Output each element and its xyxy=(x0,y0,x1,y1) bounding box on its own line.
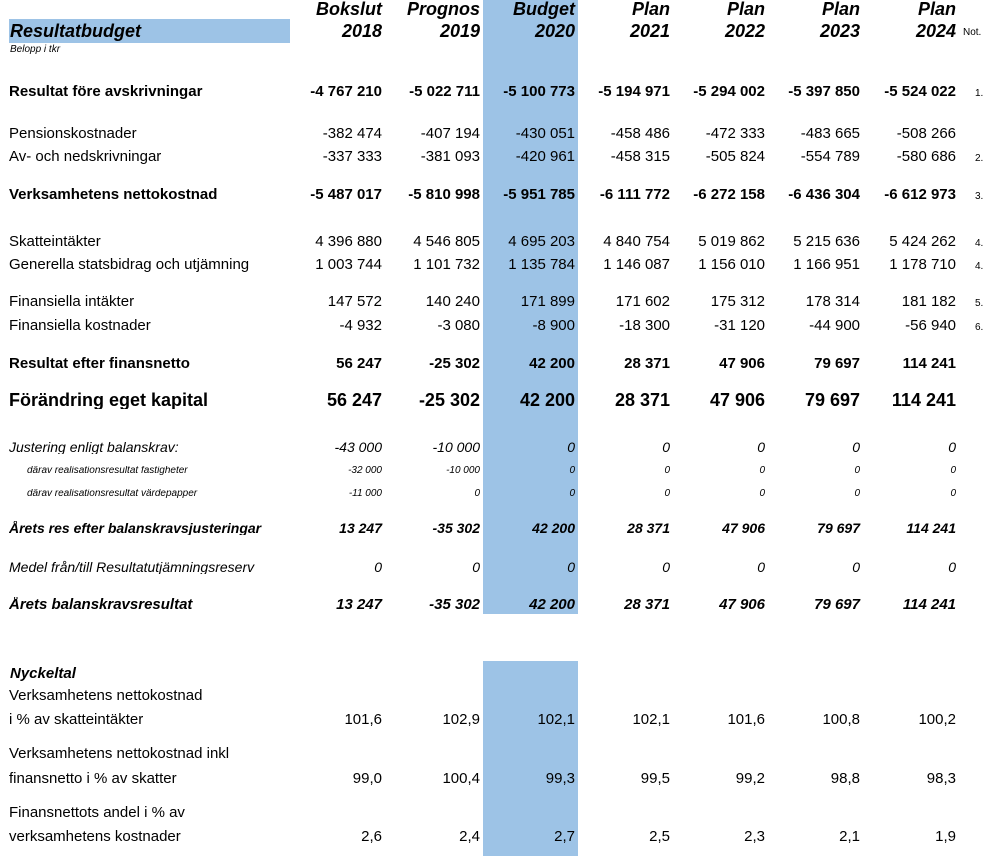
row-value: -3 080 xyxy=(437,317,480,334)
row-value: 0 xyxy=(569,465,575,476)
row-value: 1 101 732 xyxy=(413,256,480,273)
key-figure-value: 98,3 xyxy=(926,770,956,787)
key-figure-value: 99,3 xyxy=(545,770,575,787)
row-label: därav realisationsresultat fastigheter xyxy=(27,466,188,476)
row-value: -10 000 xyxy=(432,439,480,455)
row-value: 181 182 xyxy=(901,293,956,310)
row-value: -5 810 998 xyxy=(408,186,480,203)
row-value: -5 524 022 xyxy=(884,83,956,100)
row-value: 0 xyxy=(948,559,956,575)
row-label: Av- och nedskrivningar xyxy=(9,149,162,164)
key-figure-value: 101,6 xyxy=(344,711,382,728)
row-value: -337 333 xyxy=(322,148,382,165)
row-label: Pensionskostnader xyxy=(9,126,137,141)
row-value: 0 xyxy=(757,559,765,575)
row-note: 1. xyxy=(975,88,984,99)
row-value: -31 120 xyxy=(714,317,765,334)
row-value: 79 697 xyxy=(814,596,860,613)
row-value: 28 371 xyxy=(624,596,670,613)
row-value: 13 247 xyxy=(336,596,382,613)
row-value: 0 xyxy=(662,559,670,575)
row-value: 1 146 087 xyxy=(603,256,670,273)
row-value: 47 906 xyxy=(722,520,765,536)
row-label: Justering enligt balanskrav: xyxy=(9,440,179,454)
row-value: -6 111 772 xyxy=(599,186,670,203)
row-value: -32 000 xyxy=(348,465,382,476)
column-header-year: 2019 xyxy=(439,21,480,41)
row-value: 56 247 xyxy=(336,355,382,372)
row-label: Verksamhetens nettokostnad xyxy=(9,187,218,202)
row-value: 0 xyxy=(374,559,382,575)
row-value: 5 019 862 xyxy=(698,233,765,250)
row-value: -458 486 xyxy=(610,125,670,142)
row-value: 0 xyxy=(472,559,480,575)
row-value: 4 396 880 xyxy=(315,233,382,250)
row-value: -35 302 xyxy=(429,596,480,613)
note-column-header: Not. xyxy=(963,27,982,38)
row-label: Resultat efter finansnetto xyxy=(9,356,190,371)
row-value: -5 397 850 xyxy=(788,83,860,100)
row-value: 4 695 203 xyxy=(508,233,575,250)
row-value: 5 215 636 xyxy=(793,233,860,250)
key-figure-value: 2,4 xyxy=(459,828,480,845)
row-value: -508 266 xyxy=(896,125,956,142)
column-header-label: Plan xyxy=(821,0,860,19)
column-header-year: 2021 xyxy=(629,21,670,41)
row-value: -483 665 xyxy=(800,125,860,142)
row-value: -5 951 785 xyxy=(503,186,575,203)
row-value: 0 xyxy=(854,465,860,476)
row-value: -381 093 xyxy=(420,148,480,165)
key-figure-value: 102,1 xyxy=(537,711,575,728)
row-value: 1 135 784 xyxy=(508,256,575,273)
row-value: -43 000 xyxy=(334,439,382,455)
row-value: 0 xyxy=(950,488,956,499)
row-value: -5 022 711 xyxy=(409,83,480,100)
row-value: -505 824 xyxy=(705,148,765,165)
key-figure-value: 2,3 xyxy=(744,828,765,845)
row-value: 114 241 xyxy=(902,355,956,372)
key-figures-heading: Nyckeltal xyxy=(10,665,76,682)
row-value: 47 906 xyxy=(719,596,765,613)
key-figure-value: 101,6 xyxy=(727,711,765,728)
row-value: 0 xyxy=(664,488,670,499)
row-value: 79 697 xyxy=(814,355,860,372)
row-value: -407 194 xyxy=(420,125,480,142)
key-figure-label-line2: i % av skatteintäkter xyxy=(9,711,144,728)
column-header-label: Plan xyxy=(726,0,765,19)
row-value: 1 003 744 xyxy=(315,256,382,273)
row-value: 1 166 951 xyxy=(793,256,860,273)
row-note: 4. xyxy=(975,261,984,272)
row-value: 175 312 xyxy=(710,293,765,310)
row-value: 0 xyxy=(854,488,860,499)
row-value: -6 436 304 xyxy=(788,186,860,203)
row-value: -25 302 xyxy=(429,355,480,372)
column-header-label: Bokslut xyxy=(315,0,382,19)
row-label: Årets balanskravsresultat xyxy=(9,597,193,612)
row-value: 28 371 xyxy=(614,390,670,410)
row-value: 0 xyxy=(759,465,765,476)
row-value: 171 899 xyxy=(520,293,575,310)
row-value: 0 xyxy=(852,439,860,455)
row-value: 0 xyxy=(948,439,956,455)
row-value: 0 xyxy=(567,439,575,455)
column-header-label: Prognos xyxy=(406,0,480,19)
row-value: -472 333 xyxy=(705,125,765,142)
row-value: 1 178 710 xyxy=(889,256,956,273)
column-header-year: 2022 xyxy=(724,21,765,41)
row-note: 5. xyxy=(975,298,984,309)
column-header-year: 2020 xyxy=(534,21,575,41)
row-note: 4. xyxy=(975,238,984,249)
row-value: -5 294 002 xyxy=(693,83,765,100)
key-figure-value: 99,0 xyxy=(352,770,382,787)
key-figure-value: 102,9 xyxy=(442,711,480,728)
key-figure-label-line2: verksamhetens kostnader xyxy=(9,828,181,845)
row-value: 56 247 xyxy=(326,390,382,410)
row-label: Medel från/till Resultatutjämningsreserv xyxy=(9,560,255,574)
row-label: Finansiella intäkter xyxy=(9,294,135,309)
key-figure-value: 98,8 xyxy=(830,770,860,787)
row-value: -554 789 xyxy=(800,148,860,165)
row-value: 28 371 xyxy=(627,520,670,536)
row-value: -4 767 210 xyxy=(310,83,382,100)
key-figure-value: 100,8 xyxy=(822,711,860,728)
row-value: -4 932 xyxy=(339,317,382,334)
key-figure-value: 100,2 xyxy=(918,711,956,728)
column-header-label: Budget xyxy=(513,0,575,19)
key-figure-label-line2: finansnetto i % av skatter xyxy=(9,770,177,787)
column-header-label: Plan xyxy=(917,0,956,19)
row-value: -8 900 xyxy=(532,317,575,334)
row-value: 0 xyxy=(950,465,956,476)
row-value: 147 572 xyxy=(327,293,382,310)
row-value: -5 194 971 xyxy=(598,83,670,100)
row-value: 0 xyxy=(757,439,765,455)
row-value: -11 000 xyxy=(348,488,382,499)
key-figure-value: 99,5 xyxy=(640,770,670,787)
key-figure-value: 99,2 xyxy=(735,770,765,787)
row-value: 42 200 xyxy=(519,390,575,410)
row-value: 114 241 xyxy=(906,520,956,536)
row-value: 4 546 805 xyxy=(413,233,480,250)
row-value: 114 241 xyxy=(902,596,956,613)
row-value: -430 051 xyxy=(515,125,575,142)
budget-column-highlight-lower xyxy=(483,661,578,856)
row-value: 0 xyxy=(759,488,765,499)
row-value: 171 602 xyxy=(615,293,670,310)
key-figure-label-line1: Verksamhetens nettokostnad xyxy=(9,687,203,704)
row-value: -458 315 xyxy=(610,148,670,165)
row-note: 3. xyxy=(975,191,984,202)
row-value: 0 xyxy=(662,439,670,455)
row-value: 13 247 xyxy=(339,520,382,536)
key-figure-value: 2,1 xyxy=(839,828,860,845)
row-value: -25 302 xyxy=(418,390,480,410)
amount-unit-note: Belopp i tkr xyxy=(10,44,61,55)
row-value: -5 487 017 xyxy=(310,186,382,203)
key-figure-value: 2,5 xyxy=(649,828,670,845)
row-value: -44 900 xyxy=(809,317,860,334)
row-value: 1 156 010 xyxy=(698,256,765,273)
row-value: -420 961 xyxy=(515,148,575,165)
row-value: -18 300 xyxy=(619,317,670,334)
row-value: 0 xyxy=(569,488,575,499)
key-figure-value: 100,4 xyxy=(442,770,480,787)
column-header-year: 2024 xyxy=(915,21,956,41)
row-value: 79 697 xyxy=(804,390,860,410)
page-title: Resultatbudget xyxy=(10,21,142,41)
key-figure-value: 1,9 xyxy=(935,828,956,845)
row-value: 42 200 xyxy=(532,520,575,536)
row-value: -382 474 xyxy=(322,125,382,142)
key-figure-label-line1: Verksamhetens nettokostnad inkl xyxy=(9,745,230,762)
column-header-year: 2023 xyxy=(819,21,860,41)
row-value: 42 200 xyxy=(529,596,575,613)
row-value: -35 302 xyxy=(432,520,480,536)
row-value: 114 241 xyxy=(891,390,956,410)
row-value: -580 686 xyxy=(896,148,956,165)
row-label: Resultat före avskrivningar xyxy=(9,84,203,99)
row-value: 42 200 xyxy=(529,355,575,372)
row-value: 5 424 262 xyxy=(889,233,956,250)
row-value: -6 612 973 xyxy=(884,186,956,203)
row-note: 6. xyxy=(975,322,984,333)
row-label: därav realisationsresultat värdepapper xyxy=(27,489,198,499)
row-label: Finansiella kostnader xyxy=(9,318,151,333)
row-value: 0 xyxy=(567,559,575,575)
row-label: Förändring eget kapital xyxy=(9,391,209,409)
row-value: 140 240 xyxy=(425,293,480,310)
row-value: -5 100 773 xyxy=(503,83,575,100)
key-figure-label-line1: Finansnettots andel i % av xyxy=(9,804,185,821)
row-label: Generella statsbidrag och utjämning xyxy=(9,257,250,272)
column-header-label: Plan xyxy=(631,0,670,19)
row-value: 0 xyxy=(852,559,860,575)
key-figure-value: 2,6 xyxy=(361,828,382,845)
row-value: 47 906 xyxy=(719,355,765,372)
row-label: Årets res efter balanskravsjusteringar xyxy=(9,521,262,535)
row-value: 47 906 xyxy=(709,390,765,410)
row-note: 2. xyxy=(975,153,984,164)
row-value: -6 272 158 xyxy=(693,186,765,203)
row-label: Skatteintäkter xyxy=(9,234,101,249)
column-header-year: 2018 xyxy=(341,21,382,41)
row-value: 0 xyxy=(664,465,670,476)
key-figure-value: 102,1 xyxy=(632,711,670,728)
key-figure-value: 2,7 xyxy=(554,828,575,845)
row-value: 178 314 xyxy=(805,293,860,310)
row-value: 28 371 xyxy=(624,355,670,372)
row-value: -56 940 xyxy=(905,317,956,334)
row-value: 4 840 754 xyxy=(603,233,670,250)
row-value: 79 697 xyxy=(817,520,860,536)
row-value: 0 xyxy=(474,488,480,499)
row-value: -10 000 xyxy=(446,465,480,476)
